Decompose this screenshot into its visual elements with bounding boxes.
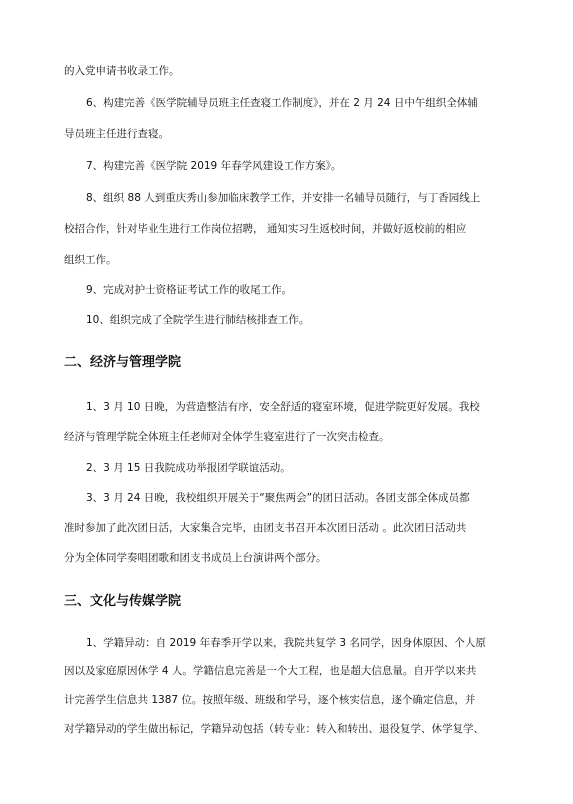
text-line: 经济与管理学院全体班主任老师对全体学生寝室进行了一次突击检查。	[64, 431, 390, 443]
text-line: 组织工作。	[64, 254, 117, 266]
section-heading: 二、经济与管理学院	[64, 355, 182, 370]
text-line: 3、3 月 24 日晚，我校组织开展关于“聚焦两会”的团日活动。各团支部全体成员都	[86, 492, 470, 504]
text-line: 2、3 月 15 日我院成功举报团学联谊活动。	[86, 462, 291, 474]
text-line: 7、构建完善《医学院 2019 年春学风建设工作方案》。	[86, 160, 342, 172]
text-line: 1、学籍异动：自 2019 年春季开学以来，我院共复学 3 名同学，因身体原因、个人原	[86, 637, 486, 649]
text-line: 分为全体同学奏唱团歌和团支书成员上台演讲两个部分。	[64, 552, 327, 564]
text-line: 8、组织 88 人到重庆秀山参加临床教学工作，并安排一名辅导员随行，与丁香园线上	[86, 192, 481, 204]
text-line: 10、组织完成了全院学生进行肺结核排查工作。	[86, 314, 310, 326]
text-line: 因以及家庭原因休学 4 人。学籍信息完善是一个大工程，也是超大信息量。自开学以来共	[64, 665, 477, 677]
text-line: 计完善学生信息共 1387 位。按照年级、班级和学号，逐个核实信息，逐个确定信息，并	[64, 694, 476, 706]
text-line: 9、完成对护士资格证考试工作的收尾工作。	[86, 284, 293, 296]
text-line: 对学籍异动的学生做出标记，学籍异动包括（转专业：转入和转出、退役复学、休学复学、	[64, 723, 484, 735]
text-line: 准时参加了此次团日活，大家集合完毕，由团支书召开本次团日活动 。此次团日活动共	[64, 522, 467, 534]
section-heading: 三、文化与传媒学院	[64, 594, 182, 609]
text-line: 6、构建完善《医学院辅导员班主任查寝工作制度》，并在 2 月 24 日中午组织全体辅	[86, 97, 478, 109]
text-line: 校招合作，针对毕业生进行工作岗位招聘， 通知实习生返校时间，并做好返校前的相应	[64, 223, 467, 235]
text-line: 的入党申请书收录工作。	[64, 65, 180, 77]
text-line: 1、3 月 10 日晚，为营造整洁有序，安全舒适的寝室环境，促进学院更好发展。我校	[86, 401, 480, 413]
text-line: 导员班主任进行查寝。	[64, 128, 169, 140]
